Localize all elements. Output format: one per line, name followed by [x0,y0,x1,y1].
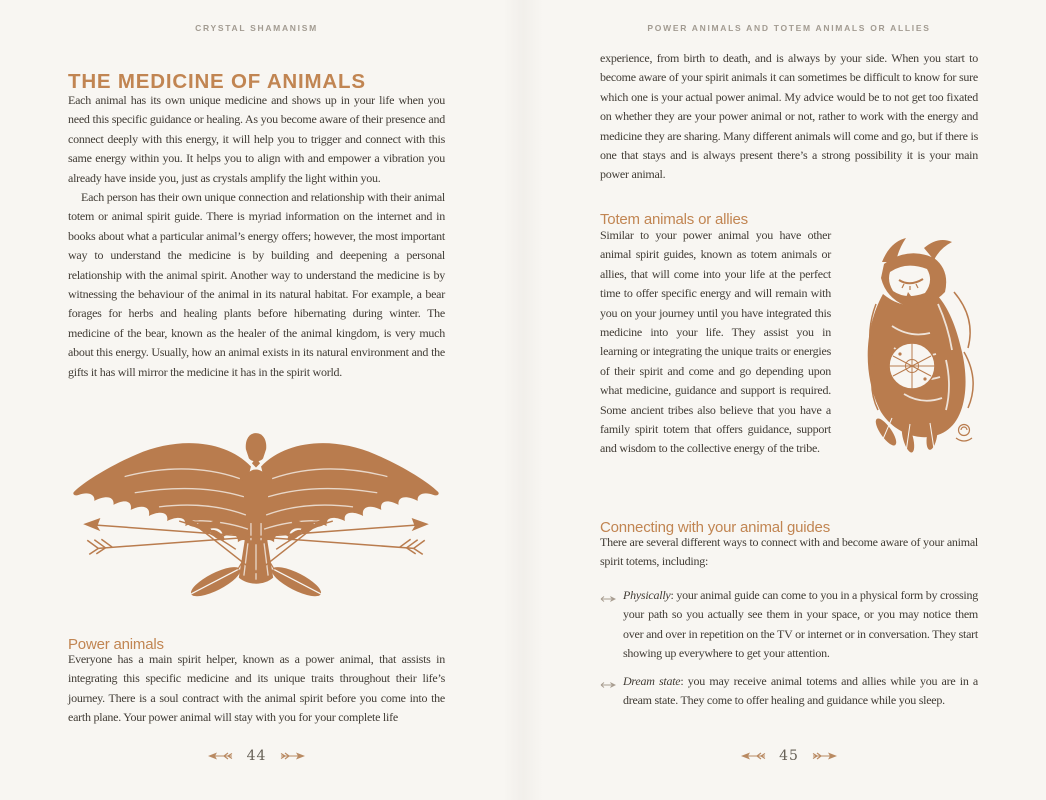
arrow-bullet-icon [600,672,623,711]
bullet-label: Physically [623,588,671,602]
totem-paragraph: Similar to your power animal you have other animal spirit guides, known as totem animals or allies, that will come into your life at the perfect time to offer specific energy and will remain with you on your journey until you have integrated this medicine into your life. They assist you in learning or integrating the unique traits or energies of their spirit and come and go depending upon what medicine, guidance and support is required. Some ancient tribes also believe that you have a family spirit totem that offers guidance, support and wisdom to the collective energy of the tribe. [600,228,831,456]
bullet-text [623,586,978,664]
bullet-rest: : your animal guide can come to you in a physical form by crossing your path so you actually see them in your space, or you may notice them over and over in repetition on the TV or internet or in conversation. They start showing up everywhere to get your attention. [623,588,978,661]
section-heading-totem-animals: Totem animals or allies [600,211,748,229]
folio-arrow-right-icon [812,751,837,761]
arrow-bullet-icon [600,586,623,664]
hawk-illustration [66,426,446,608]
folio-arrow-right-icon [280,751,305,761]
section-heading-power-animals: Power animals [68,636,164,654]
page-number-left [68,748,445,764]
folio-arrow-left-icon [208,751,233,761]
folio-arrow-left-icon [741,751,766,761]
running-header-left: CRYSTAL SHAMANISM [195,23,318,33]
list-item [600,586,978,664]
owl-illustration [848,234,990,454]
paragraph: Each animal has its own unique medicine and shows up in your life when you need this specific guidance or healing. As you become aware of their presence and connect deeply with this energy, it will help you to trigger and connect with this same energy within you. It helps you to align with and empower a vibration you already have inside you, just as crystals amplify the light within you. [68,93,445,185]
bullet-text [623,672,978,711]
bullet-rest: : you may receive animal totems and allies while you are in a dream state. They come to offer healing and guidance while you sleep. [623,673,979,708]
page-gutter [503,0,543,800]
list-item [600,672,978,711]
running-header-right: POWER ANIMALS AND TOTEM ANIMALS OR ALLIES [647,23,931,33]
power-animals-paragraph: Everyone has a main spirit helper, known as a power animal, that assists in integrating this specific medicine and its unique traits throughout their life’s journey. There is a soul contract with the animal spirit before you come into the earth plane. Your power animal will stay with you for your complete life [68,652,445,725]
connecting-intro: There are several different ways to connect with and become aware of your animal spirit totems, including: [600,535,978,569]
chapter-title: THE MEDICINE OF ANIMALS [68,69,366,93]
connecting-bullet-list [600,586,978,718]
section-heading-connecting: Connecting with your animal guides [600,519,830,537]
totem-section [600,226,978,459]
page-number: 44 [246,748,267,764]
continuation-paragraph: experience, from birth to death, and is always by your side. When you start to become aware of your spirit animals it can sometimes be difficult to know for sure which one is your actual power animal. My advice would be to not get too fixated on whether they are your power animal or not, rather to work with the energy and medicine they are sharing. Many different animals will come and go, but if there is one that stays and is always present there’s a strong possibility it is your main power animal. [600,51,978,182]
page-number: 45 [779,748,799,764]
page-number-right [600,748,978,764]
left-page-body [68,91,445,382]
bullet-label: Dream state [623,673,681,688]
paragraph: Each person has their own unique connection and relationship with their animal totem or animal spirit guide. There is myriad information on the internet and in books about what a particular animal’s energy offers; however, the most important way to understand the medicine is by building and deepening a personal relationship with the animal spirit. Another way to understand the medicine is by witnessing the behaviour of the animal in its natural habitat. For example, a bear forages for herbs and healing plants before hibernating during winter. The medicine of the bear, known as the healer of the animal kingdom, is very much about this energy. Usually, how an animal exists in its natural environment and the gifts it has will mirror the medicine it has in the spirit world. [68,190,445,379]
